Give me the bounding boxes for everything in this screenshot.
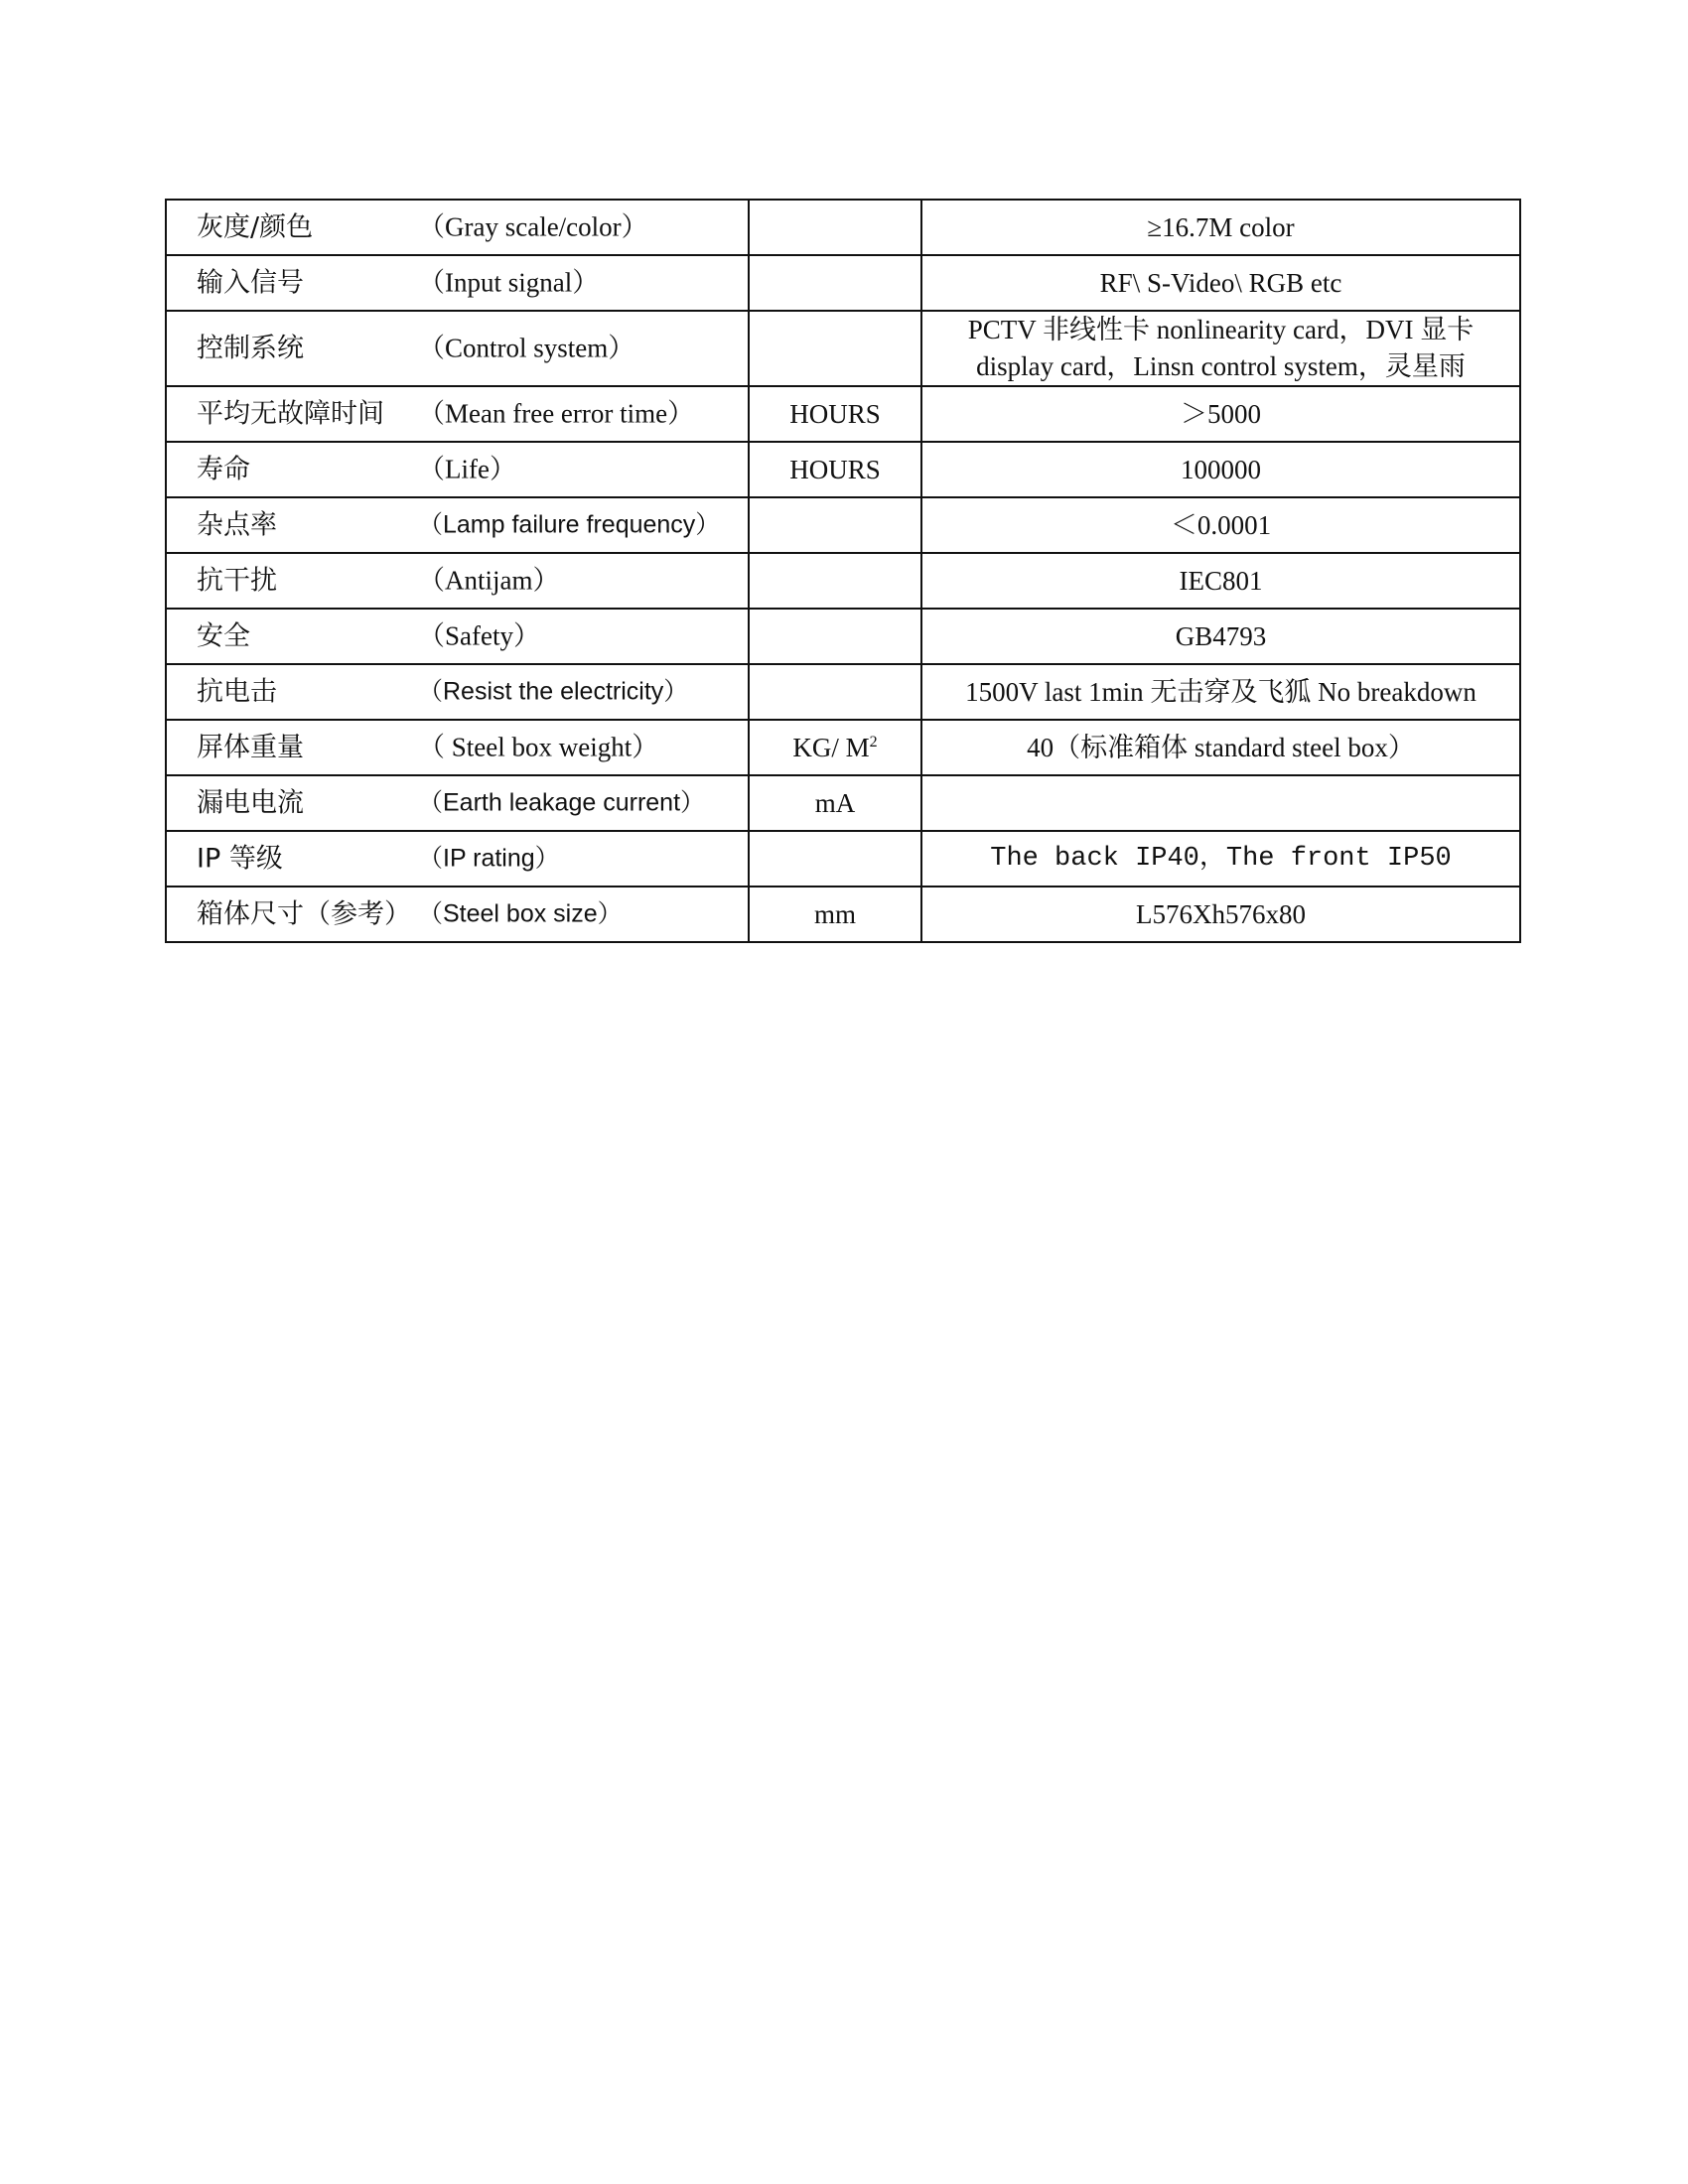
table-row [166, 553, 1520, 609]
parameter-name-en: （Mean free error time） [418, 398, 695, 429]
parameter-cell [166, 831, 749, 887]
parameter-cell [166, 497, 749, 553]
value-cell: 1500V last 1min 无击穿及飞狐 No breakdown [921, 664, 1520, 720]
table-row [166, 887, 1520, 942]
parameter-name-zh: 控制系统 [197, 333, 304, 364]
parameter-name-zh: 抗干扰 [197, 565, 277, 597]
parameter-cell [166, 442, 749, 497]
unit-cell [749, 200, 921, 255]
parameter-cell [166, 664, 749, 720]
unit-cell [749, 664, 921, 720]
parameter-name-zh: 抗电击 [197, 676, 277, 708]
parameter-name-zh: 屏体重量 [197, 732, 304, 763]
table-row [166, 664, 1520, 720]
value-cell: 100000 [921, 442, 1520, 497]
parameter-name-en: （Antijam） [418, 565, 560, 596]
parameter-cell [166, 386, 749, 442]
parameter-name-en: （Earth leakage current） [418, 788, 706, 817]
parameter-name-zh: 灰度/颜色 [197, 211, 314, 243]
parameter-name-en: （IP rating） [418, 844, 560, 873]
parameter-cell [166, 887, 749, 942]
table-row [166, 442, 1520, 497]
table-row [166, 200, 1520, 255]
parameter-cell [166, 311, 749, 386]
parameter-name-en: （Life） [418, 454, 516, 484]
table-row [166, 311, 1520, 386]
parameter-name-en: （Resist the electricity） [418, 677, 689, 706]
value-cell: The back IP40，The front IP50 [921, 831, 1520, 887]
parameter-name-en: （Gray scale/color） [418, 211, 648, 242]
parameter-name-zh: 漏电电流 [197, 787, 304, 819]
table-row [166, 720, 1520, 775]
parameter-name-en: （Input signal） [418, 267, 600, 298]
unit-cell: HOURS [749, 386, 921, 442]
unit-cell [749, 720, 921, 775]
table-row [166, 497, 1520, 553]
table-row [166, 609, 1520, 664]
parameter-name-zh: 输入信号 [197, 267, 304, 299]
value-cell: ＞5000 [921, 386, 1520, 442]
value-cell: ＜0.0001 [921, 497, 1520, 553]
unit-cell [749, 609, 921, 664]
unit-cell: HOURS [749, 442, 921, 497]
unit-cell [749, 497, 921, 553]
parameter-name-zh: IP 等级 [197, 843, 283, 875]
parameter-cell [166, 720, 749, 775]
parameter-name-en: （Steel box size） [418, 899, 623, 928]
parameter-name-zh: 寿命 [197, 454, 250, 485]
unit-cell [749, 255, 921, 311]
value-cell [921, 775, 1520, 831]
parameter-name-zh: 安全 [197, 620, 250, 652]
parameter-cell [166, 200, 749, 255]
parameter-name-zh: 杂点率 [197, 509, 277, 541]
value-cell: GB4793 [921, 609, 1520, 664]
unit-cell [749, 311, 921, 386]
parameter-name-en: （Control system） [418, 333, 635, 363]
value-cell: ≥16.7M color [921, 200, 1520, 255]
parameter-name-en: （Safety） [418, 620, 540, 651]
table-row [166, 831, 1520, 887]
unit-text: KG/ M [792, 732, 870, 762]
table-row [166, 775, 1520, 831]
unit-cell [749, 831, 921, 887]
value-cell: L576Xh576x80 [921, 887, 1520, 942]
unit-cell: mA [749, 775, 921, 831]
parameter-cell [166, 609, 749, 664]
unit-superscript: 2 [869, 733, 878, 751]
parameter-cell [166, 553, 749, 609]
parameter-name-zh: 箱体尺寸（参考） [197, 898, 411, 930]
parameter-name-en: （Lamp failure frequency） [418, 510, 721, 539]
table-row [166, 255, 1520, 311]
table-row [166, 386, 1520, 442]
value-cell: IEC801 [921, 553, 1520, 609]
unit-cell: mm [749, 887, 921, 942]
spec-table [165, 199, 1521, 943]
unit-cell [749, 553, 921, 609]
parameter-name-en: （ Steel box weight） [418, 732, 659, 762]
parameter-cell [166, 775, 749, 831]
parameter-cell [166, 255, 749, 311]
value-cell: RF\ S-Video\ RGB etc [921, 255, 1520, 311]
parameter-name-zh: 平均无故障时间 [197, 398, 384, 430]
value-cell: PCTV 非线性卡 nonlinearity card，DVI 显卡 display card，Linsn control system，灵星雨 [921, 311, 1520, 386]
value-cell: 40（标准箱体 standard steel box） [921, 720, 1520, 775]
